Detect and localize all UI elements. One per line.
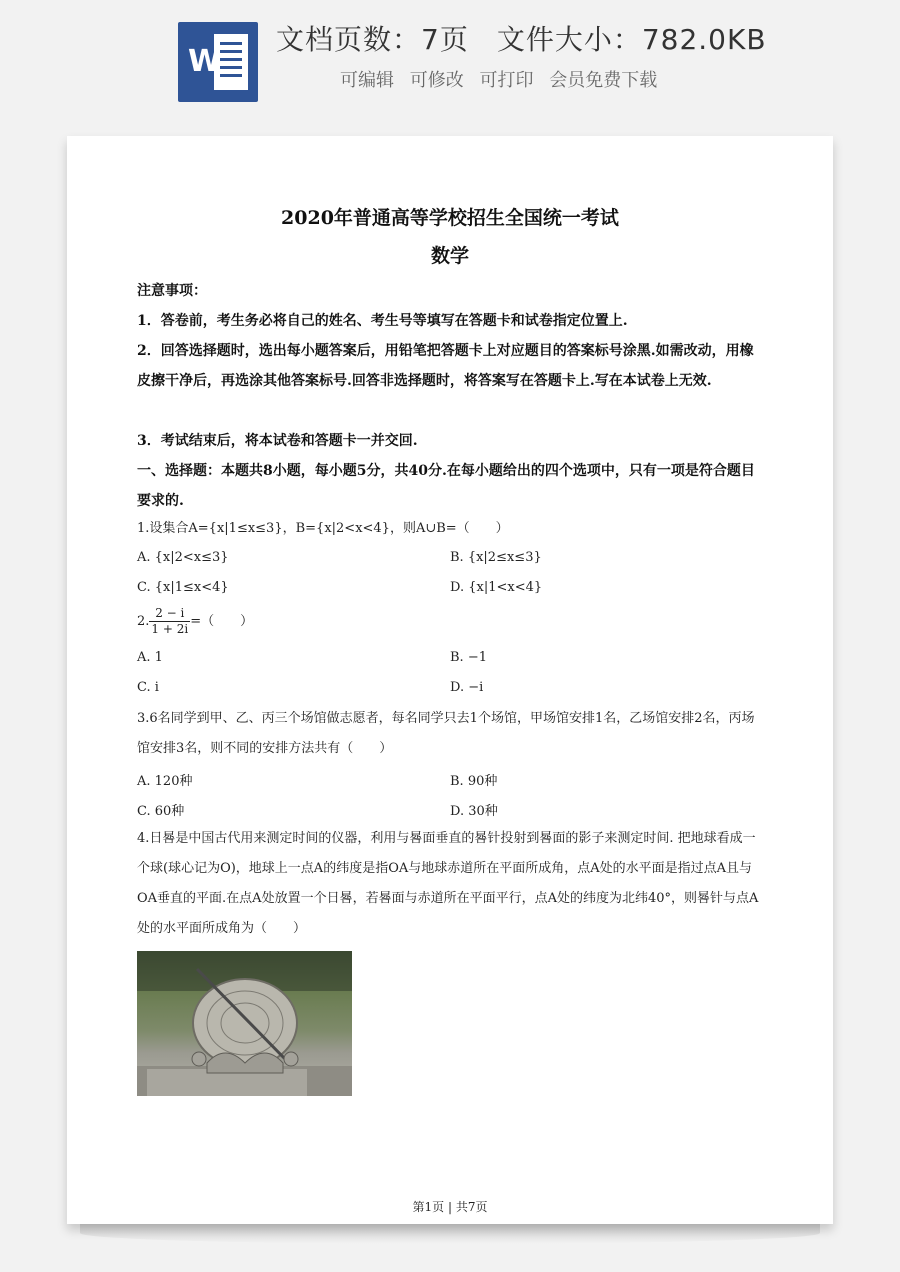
question-1-stem: 1.设集合A={x|1≤x≤3}，B={x|2<x<4}，则A∪B=（ ） bbox=[137, 521, 509, 536]
top-banner bbox=[0, 0, 900, 120]
fraction-denominator: 1 + 2i bbox=[151, 622, 189, 636]
page-shadow bbox=[80, 1222, 820, 1244]
word-file-icon bbox=[178, 22, 258, 102]
file-size-label: 文件大小：782.0KB bbox=[496, 23, 767, 56]
file-info bbox=[276, 18, 876, 58]
question-2-stem bbox=[137, 606, 253, 637]
feature-modifiable: 可修改 bbox=[409, 70, 464, 91]
sundial-illustration bbox=[137, 951, 352, 1096]
section-heading: 一、选择题：本题共8小题，每小题5分，共40分.在每小题给出的四个选项中，只有一项是符合题目要求的. bbox=[137, 463, 755, 509]
feature-list bbox=[340, 66, 860, 92]
sundial-photo bbox=[137, 951, 352, 1096]
question-3-option-b: B. 90种 bbox=[450, 774, 498, 789]
question-4-stem: 4.日晷是中国古代用来测定时间的仪器，利用与晷面垂直的晷针投射到晷面的影子来测定时间. 把地球看成一个球(球心记为O)，地球上一点A的纬度是指OA与地球赤道所在平面所成角，点A处的水平面是指过点A且与OA垂直的平面.在点A处放置一个日晷，若晷面与赤道所在平面平行，点A处的纬度为北纬40°，则晷针与点A处的水平面所成角为（ ） bbox=[137, 831, 759, 936]
notice-heading: 注意事项： bbox=[137, 283, 207, 299]
question-2-fraction bbox=[149, 606, 190, 637]
notice-item-3: 3．考试结束后，将本试卷和答题卡一并交回. bbox=[137, 433, 418, 449]
question-3-option-c: C. 60种 bbox=[137, 804, 185, 819]
question-3-stem: 3.6名同学到甲、乙、丙三个场馆做志愿者，每名同学只去1个场馆，甲场馆安排1名，乙场馆安排2名，丙场馆安排3名，则不同的安排方法共有（ ） bbox=[137, 711, 755, 756]
page-footer: 第1页 | 共7页 bbox=[412, 1200, 488, 1214]
question-3-option-a: A. 120种 bbox=[137, 774, 193, 789]
page-count-label: 文档页数：7页 bbox=[276, 23, 469, 56]
notice-item-2: 2．回答选择题时，选出每小题答案后，用铅笔把答题卡上对应题目的答案标号涂黑.如需改动，用橡皮擦干净后，再选涂其他答案标号.回答非选择题时，将答案写在答题卡上.写在本试卷上无效. bbox=[137, 343, 754, 389]
question-2-option-d: D. −i bbox=[450, 680, 484, 695]
question-1-option-c: C. {x|1≤x<4} bbox=[137, 580, 229, 595]
feature-free-download: 会员免费下载 bbox=[549, 70, 658, 91]
fraction-numerator: 2 − i bbox=[149, 606, 190, 622]
document-page bbox=[67, 136, 833, 1224]
question-2-option-c: C. i bbox=[137, 680, 159, 695]
question-2-number: 2. bbox=[137, 614, 150, 629]
question-3-option-d: D. 30种 bbox=[450, 804, 498, 819]
feature-editable: 可编辑 bbox=[340, 70, 394, 91]
word-logo-letter: W bbox=[188, 44, 222, 79]
question-2-option-b: B. −1 bbox=[450, 650, 487, 665]
question-1-option-a: A. {x|2<x≤3} bbox=[137, 550, 229, 565]
notice-item-1: 1．答卷前，考生务必将自己的姓名、考生号等填写在答题卡和试卷指定位置上. bbox=[137, 313, 628, 329]
exam-title: 2020年普通高等学校招生全国统一考试 bbox=[281, 207, 619, 229]
question-2-suffix: =（ ） bbox=[190, 614, 254, 629]
question-1-option-d: D. {x|1<x<4} bbox=[450, 580, 543, 595]
feature-printable: 可打印 bbox=[479, 70, 534, 91]
exam-subject: 数学 bbox=[430, 245, 469, 267]
question-2-option-a: A. 1 bbox=[137, 650, 163, 665]
question-1-option-b: B. {x|2≤x≤3} bbox=[450, 550, 542, 565]
